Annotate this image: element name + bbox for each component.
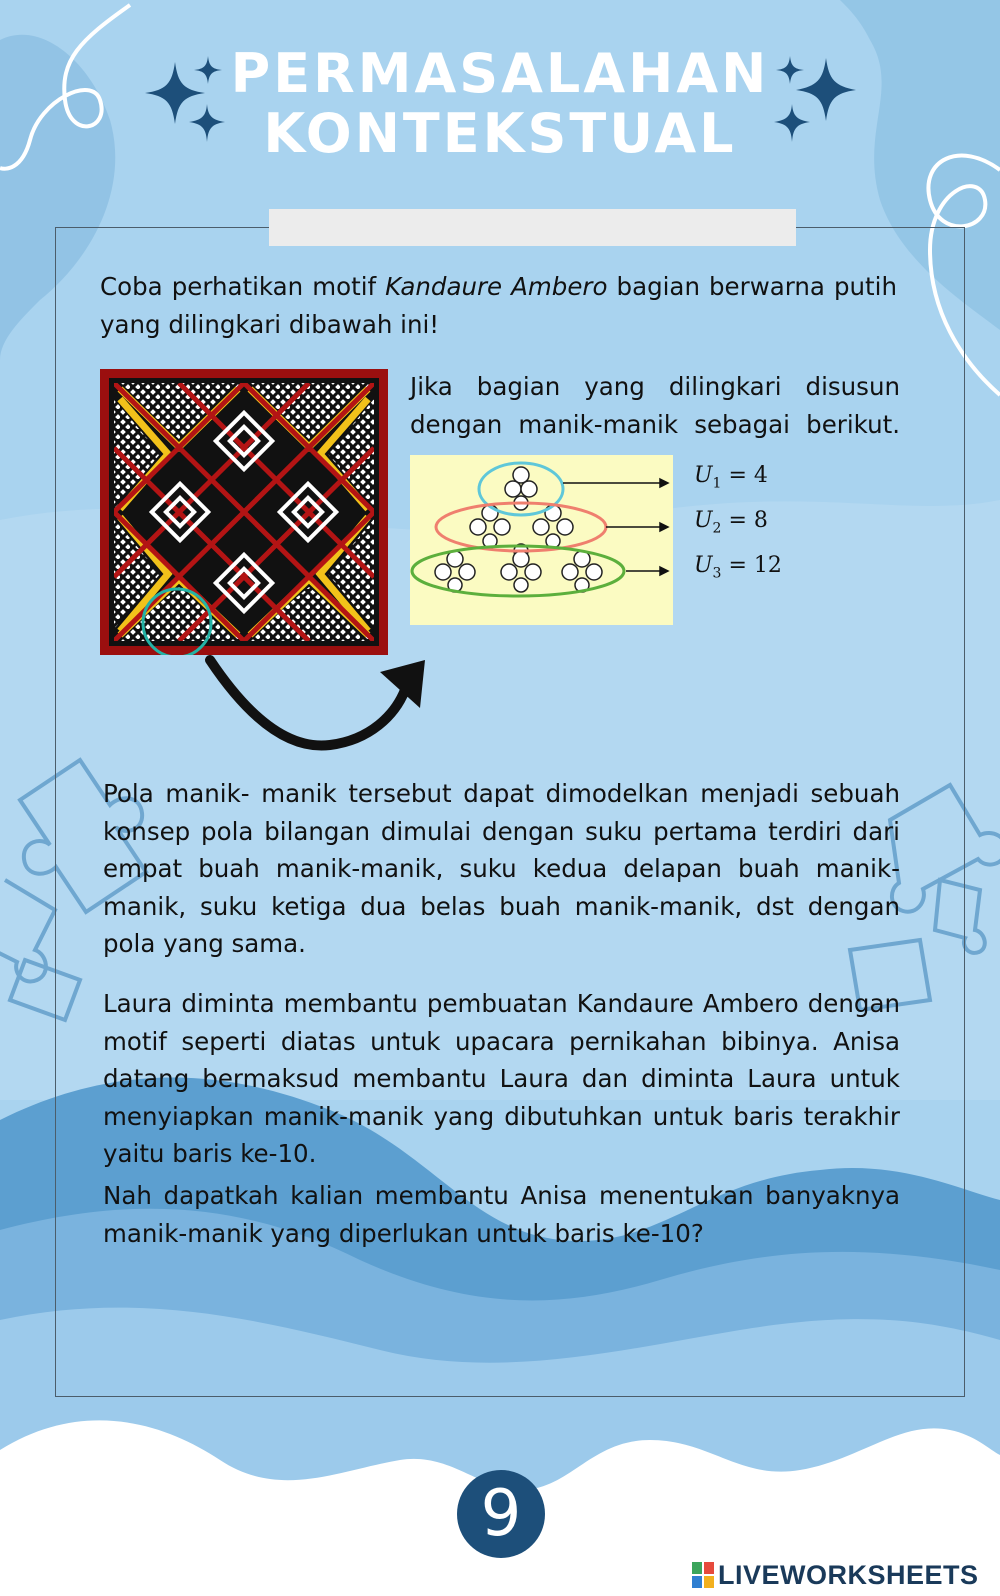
intro-before: Coba perhatikan motif — [100, 272, 386, 301]
intro-emphasis: Kandaure Ambero — [385, 272, 608, 301]
page-number: 9 — [480, 1477, 522, 1551]
intro-after: bagian berwarna putih yang dilingkari dibawah ini! — [100, 272, 897, 339]
side-text: Jika bagian yang dilingkari disusun dengan manik-manik sebagai berikut. — [410, 372, 900, 439]
paragraph-pattern-description: Pola manik- manik tersebut dapat dimodelkan menjadi sebuah konsep pola bilangan dimulai dengan suku pertama terdiri dari empat buah manik-manik, suku kedua delapan buah manik-manik, suku ketiga dua belas buah manik-manik, dst dengan pola yang sama. — [103, 779, 900, 958]
equation-u1: $U_1 = 4$ — [694, 463, 768, 492]
equation-u2: $U_2 = 8$ — [694, 508, 768, 537]
title-strip — [269, 209, 796, 246]
bead-pattern-diagram — [410, 455, 673, 625]
intro-text — [100, 268, 897, 343]
page-title-line1: PERMASALAHAN — [230, 42, 770, 105]
page-title-line2: KONTEKSTUAL — [263, 102, 737, 165]
equation-u3: $U_3 = 12$ — [694, 553, 782, 582]
kandaure-motif-image — [100, 369, 388, 655]
paragraph-problem-context: Laura diminta membantu pembuatan Kandaure Ambero dengan motif seperti diatas untuk upacara pernikahan bibinya. Anisa datang bermaksud membantu Laura dan diminta Laura untuk menyiapkan manik-manik yang dibutuhkan untuk baris terakhir yaitu baris ke-10. — [103, 989, 900, 1168]
paragraph-question: Nah dapatkah kalian membantu Anisa menentukan banyaknya manik-manik yang diperlukan untuk baris ke-10? — [103, 1181, 900, 1248]
liveworksheets-brand[interactable] — [692, 1560, 979, 1590]
liveworksheets-logo-icon — [692, 1562, 714, 1588]
brand-text: LIVEWORKSHEETS — [718, 1559, 979, 1590]
